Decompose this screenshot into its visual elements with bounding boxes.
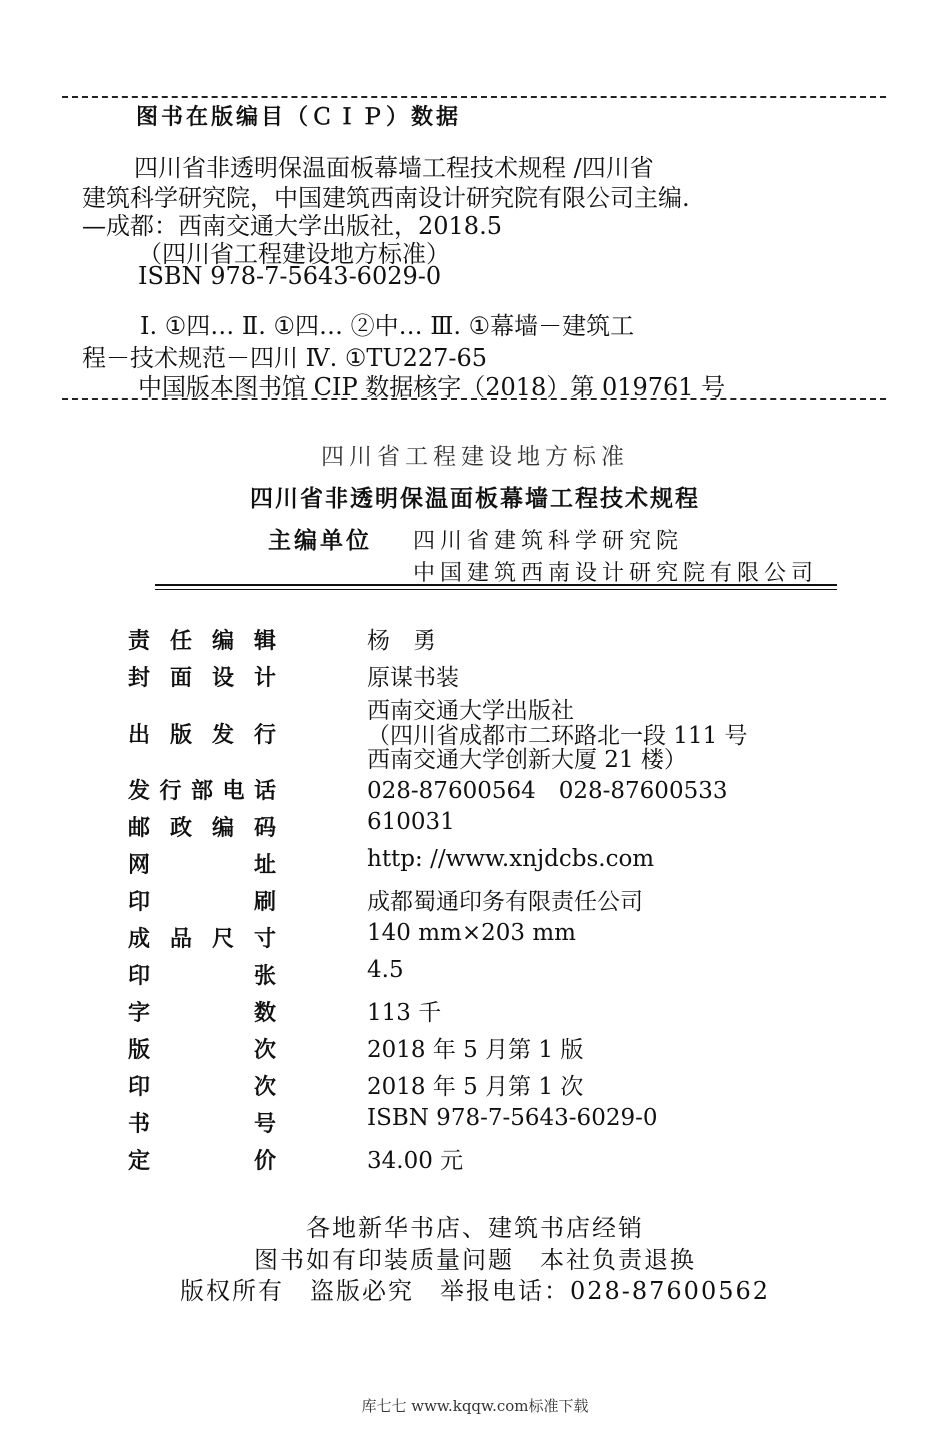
label-char: 话 xyxy=(253,779,276,804)
cip-line: 建筑科学研究院，中国建筑西南设计研究院有限公司主编. xyxy=(82,184,690,212)
label-char: 出 xyxy=(128,723,151,748)
cip-line: —成都：西南交通大学出版社，2018.5 xyxy=(82,212,502,240)
cip-top-divider xyxy=(62,96,886,98)
info-label-printer xyxy=(128,885,276,916)
label-char: 编 xyxy=(211,816,234,841)
info-value: 4.5 xyxy=(367,957,404,983)
label-char: 责 xyxy=(128,629,151,654)
info-value: 2018 年 5 月第 1 次 xyxy=(367,1074,584,1100)
info-label-wordcount xyxy=(128,996,276,1027)
info-label-cover xyxy=(128,661,276,692)
label-char: 码 xyxy=(253,816,276,841)
cip-line: Ⅰ. ①四… Ⅱ. ①四… ②中… Ⅲ. ①幕墙－建筑工 xyxy=(140,312,635,340)
info-value: 140 mm×203 mm xyxy=(367,920,576,946)
label-char: 计 xyxy=(253,666,276,691)
editor-unit: 中国建筑西南设计研究院有限公司 xyxy=(413,561,819,586)
header-rule-thin xyxy=(155,589,837,590)
label-char: 任 xyxy=(169,629,192,654)
label-char: 书 xyxy=(128,1112,151,1137)
label-char: 次 xyxy=(253,1075,276,1100)
label-char: 部 xyxy=(190,779,213,804)
label-char: 品 xyxy=(169,927,192,952)
label-char: 次 xyxy=(253,1038,276,1063)
label-char: 字 xyxy=(128,1001,151,1026)
info-value: 028-87600564 028-87600533 xyxy=(367,778,728,804)
footer-line: 各地新华书店、建筑书店经销 xyxy=(306,1214,644,1242)
label-char: 版 xyxy=(128,1038,151,1063)
label-char: 印 xyxy=(128,1075,151,1100)
label-char: 设 xyxy=(211,666,234,691)
label-char: 刷 xyxy=(253,890,276,915)
label-char: 网 xyxy=(128,853,151,878)
info-value: 610031 xyxy=(367,809,455,835)
cip-title: 图书在版编目（ＣＩＰ）数据 xyxy=(136,105,462,130)
info-label-website xyxy=(128,848,276,879)
cip-line: 四川省非透明保温面板幕墙工程技术规程 /四川省 xyxy=(134,154,654,182)
cip-bottom-divider xyxy=(62,398,886,400)
info-value: 成都蜀通印务有限责任公司 xyxy=(367,889,643,915)
label-char: 邮 xyxy=(128,816,151,841)
info-label-price xyxy=(128,1144,276,1175)
label-char: 印 xyxy=(128,964,151,989)
label-char: 辑 xyxy=(253,629,276,654)
info-label-sheets xyxy=(128,959,276,990)
info-label-isbn xyxy=(128,1107,276,1138)
label-char: 行 xyxy=(159,779,182,804)
standard-series: 四川省工程建设地方标准 xyxy=(321,444,629,470)
cip-line: ISBN 978-7-5643-6029-0 xyxy=(138,262,442,290)
cip-line: （四川省工程建设地方标准） xyxy=(138,240,450,268)
label-char: 发 xyxy=(211,723,234,748)
info-value: （四川省成都市二环路北一段 111 号 xyxy=(367,723,748,749)
info-value: 34.00 元 xyxy=(367,1148,464,1174)
label-char: 数 xyxy=(253,1001,276,1026)
label-char: 价 xyxy=(253,1149,276,1174)
info-value: 113 千 xyxy=(367,1000,442,1026)
info-label-editor xyxy=(128,624,276,655)
label-char: 寸 xyxy=(253,927,276,952)
cip-line: 中国版本图书馆 CIP 数据核字（2018）第 019761 号 xyxy=(138,373,726,401)
info-label-postcode xyxy=(128,811,276,842)
info-label-publisher xyxy=(128,718,276,749)
label-char: 印 xyxy=(128,890,151,915)
label-char: 面 xyxy=(169,666,192,691)
info-label-phone xyxy=(128,774,276,805)
label-char: 定 xyxy=(128,1149,151,1174)
info-value: ISBN 978-7-5643-6029-0 xyxy=(367,1105,658,1131)
label-char: 版 xyxy=(169,723,192,748)
info-value: 杨 勇 xyxy=(367,628,436,654)
header-rule xyxy=(155,584,837,586)
editor-label: 主编单位 xyxy=(268,528,372,554)
cip-line: 程－技术规范－四川 Ⅳ. ①TU227-65 xyxy=(82,344,488,372)
info-value: 西南交通大学出版社 xyxy=(367,698,574,724)
label-char: 尺 xyxy=(211,927,234,952)
footer-line: 版权所有 盗版必究 举报电话：028-87600562 xyxy=(179,1277,771,1305)
info-value: 2018 年 5 月第 1 版 xyxy=(367,1037,584,1063)
info-label-size xyxy=(128,922,276,953)
info-value: 西南交通大学创新大厦 21 楼） xyxy=(367,747,687,773)
label-char: 址 xyxy=(253,853,276,878)
info-label-edition xyxy=(128,1033,276,1064)
footer-line: 图书如有印装质量问题 本社负责退换 xyxy=(254,1246,696,1274)
book-title: 四川省非透明保温面板幕墙工程技术规程 xyxy=(250,486,700,512)
label-char: 封 xyxy=(128,666,151,691)
editor-unit: 四川省建筑科学研究院 xyxy=(413,529,684,554)
label-char: 发 xyxy=(128,779,151,804)
label-char: 编 xyxy=(211,629,234,654)
label-char: 张 xyxy=(253,964,276,989)
label-char: 号 xyxy=(253,1112,276,1137)
label-char: 行 xyxy=(253,723,276,748)
info-label-printing xyxy=(128,1070,276,1101)
info-value: 原谋书装 xyxy=(367,665,459,691)
label-char: 政 xyxy=(169,816,192,841)
label-char: 电 xyxy=(222,779,245,804)
label-char: 成 xyxy=(128,927,151,952)
watermark: 库七七 www.kqqw.com标准下载 xyxy=(361,1397,589,1415)
info-value: http: //www.xnjdcbs.com xyxy=(367,846,655,872)
